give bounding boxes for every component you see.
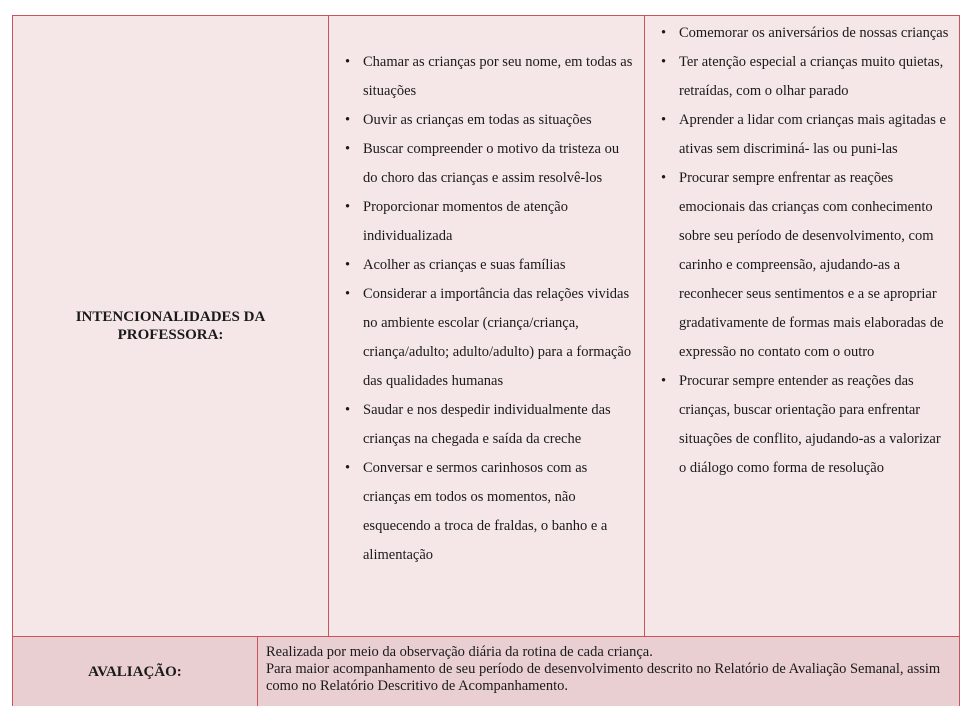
intencionalidades-column-2: [645, 16, 959, 636]
avaliacao-row: [13, 636, 959, 706]
intencionalidades-label-cell: [13, 16, 329, 636]
list-item: • Comemorar os aniversários de nossas crianças: [653, 19, 951, 48]
list-item: • Considerar a importância das relações vividas no ambiente escolar (criança/criança, criança/adulto; adulto/adulto) para a formação das qualidades humanas: [337, 280, 636, 396]
list-item: • Ouvir as crianças em todas as situações: [337, 106, 636, 135]
intencionalidades-heading: [76, 308, 266, 344]
avaliacao-text-cell: [258, 637, 959, 706]
heading-line-1: INTENCIONALIDADES DA: [75, 309, 266, 325]
list-item: • Proporcionar momentos de atenção individualizada: [337, 193, 636, 251]
list-item: • Conversar e sermos carinhosos com as crianças em todos os momentos, não esquecendo a troca de fraldas, o banho e a alimentação: [337, 454, 636, 570]
planning-table: [12, 15, 960, 706]
avaliacao-line-2: Para maior acompanhamento de seu período de desenvolvimento descrito no Relatório de Avaliação Semanal, assim como no Relatório Descritivo de Acompanhamento.: [266, 661, 941, 694]
bullet-list-2: [653, 19, 951, 483]
bullet-list-1: [337, 48, 636, 570]
list-item: • Procurar sempre enfrentar as reações emocionais das crianças com conhecimento sobre seu período de desenvolvimento, com carinho e compreensão, ajudando-as a reconhecer seus sentimentos e a se apropriar gradativamente de formas mais elaboradas de expressão no contato com o outro: [653, 164, 951, 367]
avaliacao-label-cell: [13, 637, 258, 706]
list-item: • Saudar e nos despedir individualmente das crianças na chegada e saída da creche: [337, 396, 636, 454]
list-item: • Buscar compreender o motivo da tristeza ou do choro das crianças e assim resolvê-los: [337, 135, 636, 193]
avaliacao-line-1: Realizada por meio da observação diária da rotina de cada criança.: [266, 644, 653, 660]
list-item: • Procurar sempre entender as reações das crianças, buscar orientação para enfrentar situações de conflito, ajudando-as a valorizar o diálogo como forma de resolução: [653, 367, 951, 483]
list-item: • Aprender a lidar com crianças mais agitadas e ativas sem discriminá- las ou puni-las: [653, 106, 951, 164]
avaliacao-heading: AVALIAÇÃO:: [88, 663, 182, 680]
list-item: • Acolher as crianças e suas famílias: [337, 251, 636, 280]
list-item: • Chamar as crianças por seu nome, em todas as situações: [337, 48, 636, 106]
list-item: • Ter atenção especial a crianças muito quietas, retraídas, com o olhar parado: [653, 48, 951, 106]
intencionalidades-column-1: [329, 16, 645, 636]
heading-line-2: PROFESSORA:: [117, 327, 224, 343]
